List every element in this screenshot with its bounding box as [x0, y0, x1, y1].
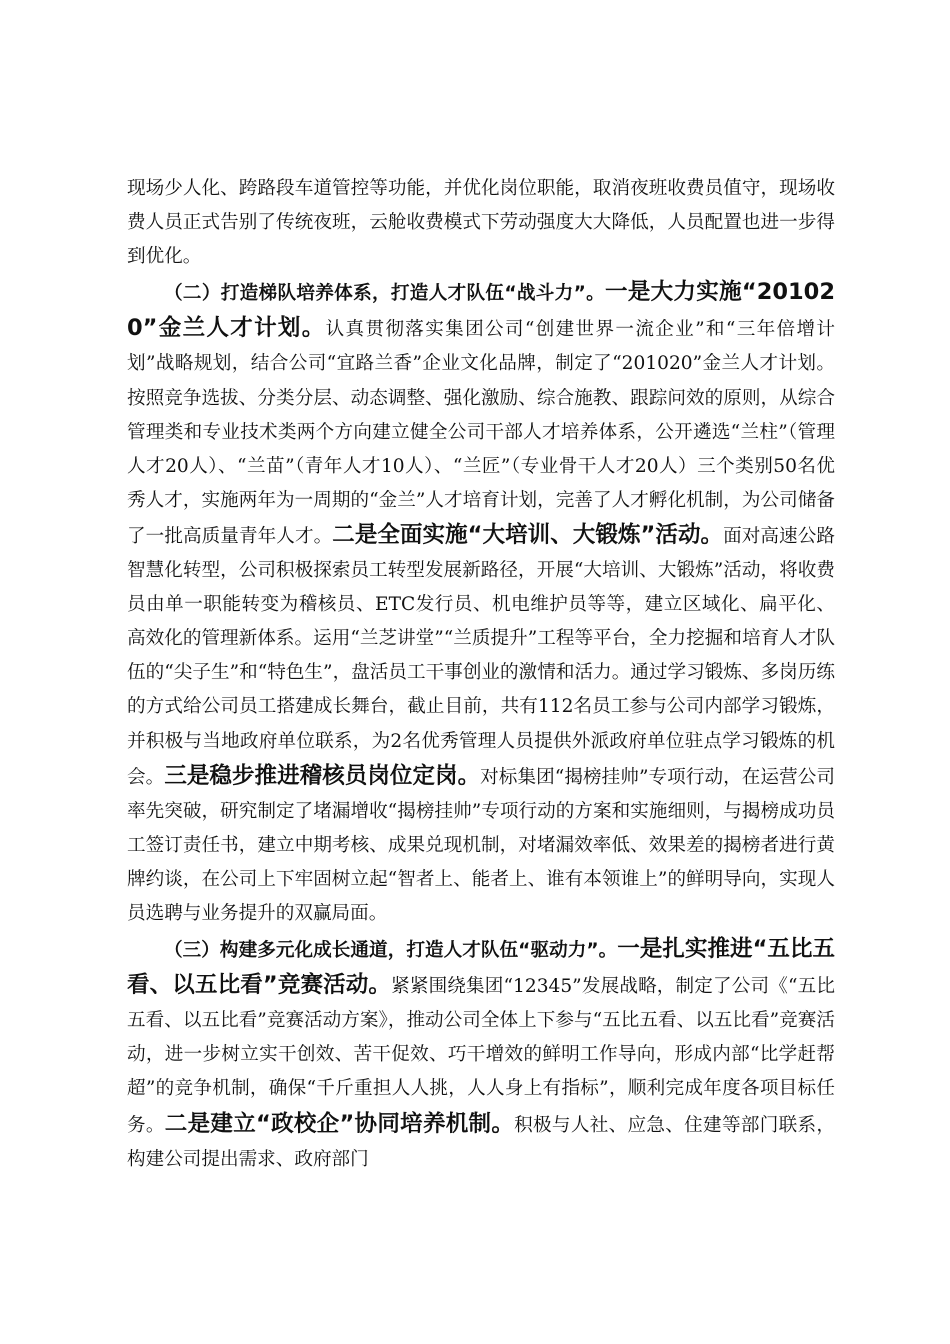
point-two-body: 面对高速公路智慧化转型，公司积极探索员工转型发展新路径，开展“大培训、大锻炼”活动，将收费员由单一职能转变为稽核员、ETC发行员、机电维护员等等，建立区域化、扁平化、高效化的管理新体系。运用“兰芝讲堂”“兰质提升”工程等平台，全力挖掘和培育人才队伍的“尖子生”和“特色生”，盘活员工干事创业的激情和活力。通过学习锻炼、多岗历练的方式给公司员工搭建成长舞台，截止目前，共有112名员工参与公司内部学习锻炼，并积极与当地政府单位联系，为2名优秀管理人员提供外派政府单位驻点学习锻炼的机会。 — [127, 525, 835, 788]
document-page — [127, 172, 835, 1177]
section-three-heading: （三）构建多元化成长通道，打造人才队伍“驱动力”。 — [164, 940, 618, 962]
section-two-heading: （二）打造梯队培养体系，打造人才队伍“战斗力”。 — [164, 283, 606, 305]
paragraph-text: 现场少人化、跨路段车道管控等功能，并优化岗位职能，取消夜班收费员值守，现场收费人员正式告别了传统夜班，云舱收费模式下劳动强度大大降低，人员配置也进一步得到优化。 — [127, 178, 835, 268]
point-one-title: 一是大力实施“201020”金兰人才计划。 — [127, 279, 835, 342]
point-two-body: 积极与人社、应急、住建等部门联系，构建公司提出需求、政府部门 — [127, 1114, 835, 1170]
point-three-body: 对标集团“揭榜挂帅”专项行动，在运营公司率先突破，研究制定了堵漏增收“揭榜挂帅”专项行动的方案和实施细则，与揭榜成功员工签订责任书，建立中期考核、成果兑现机制，对堵漏效率低、效果差的揭榜者进行黄牌约谈，在公司上下牢固树立起“智者上、能者上、谁有本领谁上”的鲜明导向，实现人员选聘与业务提升的双赢局面。 — [127, 766, 835, 924]
point-one-body: 紧紧围绕集团“12345”发展战略，制定了公司《“五比五看、以五比看”竞赛活动方案》，推动公司全体上下参与“五比五看、以五比看”竞赛活动，进一步树立实干创效、苦干促效、巧干增效的鲜明工作导向，形成内部“比学赶帮超”的竞争机制，确保“千斤重担人人挑，人人身上有指标”，顺利完成年度各项目标任务。 — [127, 976, 835, 1136]
point-two-title: 二是建立“政校企”协同培养机制。 — [164, 1110, 515, 1137]
paragraph-continuation — [127, 172, 835, 274]
section-three-paragraph — [127, 932, 835, 1177]
point-three-title: 三是稳步推进稽核员岗位定岗。 — [164, 762, 481, 789]
point-one-title: 一是扎实推进“五比五看、以五比看”竞赛活动。 — [127, 936, 835, 999]
section-two-paragraph — [127, 275, 835, 931]
point-two-title: 二是全面实施“大培训、大锻炼”活动。 — [332, 521, 724, 548]
point-one-body: 认真贯彻落实集团公司“创建世界一流企业”和“三年倍增计划”战略规划，结合公司“宜路兰香”企业文化品牌，制定了“201020”金兰人才计划。按照竞争选拔、分类分层、动态调整、强化激励、综合施教、跟踪问效的原则，从综合管理类和专业技术类两个方向建立健全公司干部人才培养体系，公开遴选“兰柱”（管理人才20人）、“兰苗”（青年人才10人）、“兰匠”（专业骨干人才20人）三个类别50名优秀人才，实施两年为一周期的“金兰”人才培育计划，完善了人才孵化机制，为公司储备了一批高质量青年人才。 — [127, 319, 835, 547]
